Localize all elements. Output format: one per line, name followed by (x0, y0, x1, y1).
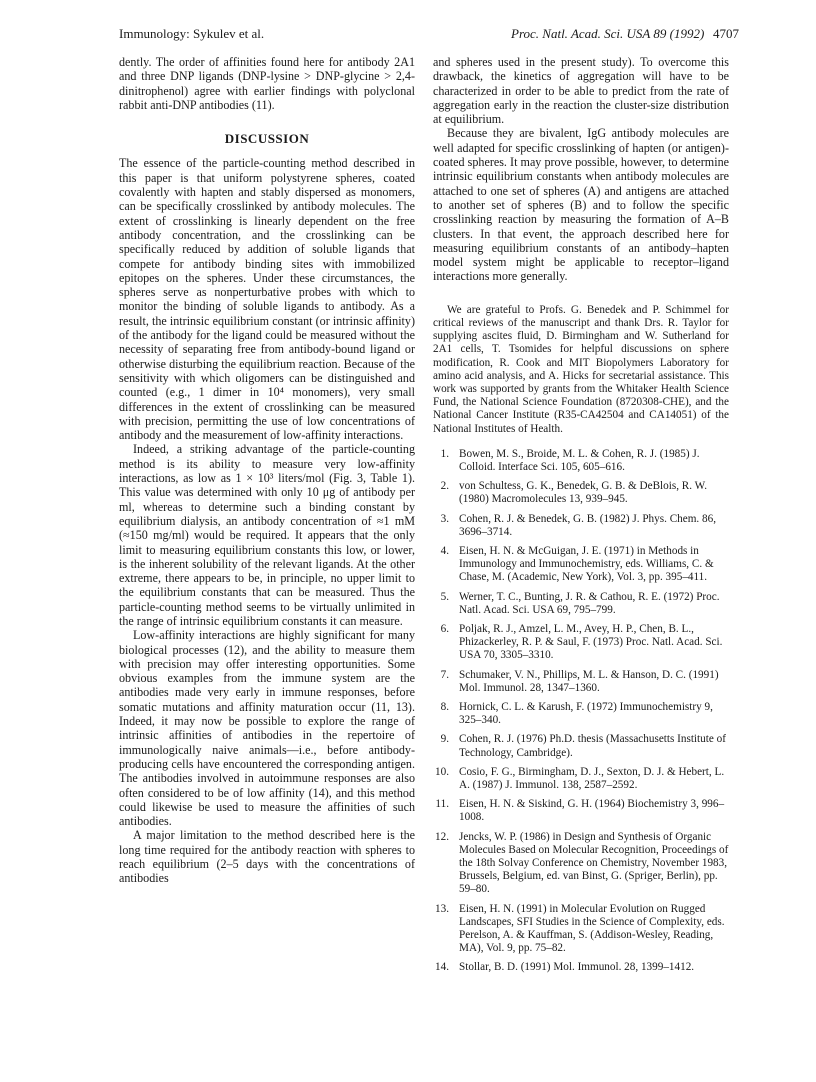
continued-paragraph: dently. The order of affinities found here for antibody 2A1 and three DNP ligands (DNP-lysine > DNP-glycine > 2,4-dinitrophenol) agree with earlier findings with polyclonal rabbit anti-DNP antibodies (11). (119, 55, 415, 112)
reference-item: 6. Poljak, R. J., Amzel, L. M., Avey, H. P., Chen, B. L., Phizackerley, R. P. & Saul, F. (1973) Proc. Natl. Acad. Sci. USA 70, 3305–3310. (440, 623, 723, 662)
discussion-paragraph-4: A major limitation to the method described here is the long time required for the antibody reaction with spheres to reach equilibrium (2–5 days with the concentrations of antibodies (119, 828, 415, 886)
reference-item: 10. Cosio, F. G., Birmingham, D. J., Sexton, D. J. & Hebert, L. A. (1987) J. Immunol. 138, 2587–2592. (435, 765, 725, 792)
reference-item: 13. Eisen, H. N. (1991) in Molecular Evolution on Rugged Landscapes, SFI Studies in the Science of Complexity, eds. Perelson, A. & Kauffman, S. (Addison-Wesley, Reading, MA), Vol. 9, pp. 75–82. (435, 902, 725, 955)
reference-item: 8. Hornick, C. L. & Karush, F. (1972) Immunochemistry 9, 325–340. (440, 701, 713, 727)
reference-item: 4. Eisen, H. N. & McGuigan, J. E. (1971) in Methods in Immunology and Immunochemistry, eds. Williams, C. & Chase, M. (Academic, New York), Vol. 3, pp. 395–411. (440, 545, 714, 584)
reference-item: 14. Stollar, B. D. (1991) Mol. Immunol. 28, 1399–1412. (435, 961, 695, 974)
discussion-paragraph-5: Because they are bivalent, IgG antibody molecules are well adapted for specific crosslinking of hapten (or antigen)-coated spheres. It may prove possible, however, to determine intrinsic equilibrium constants when antibody molecules are attached to one set of spheres (A) and antigens are attached to another set of spheres (B) and to follow the specific crosslinking reaction by measuring the formation of A–B clusters. In that event, the approach described here for measuring equilibrium constants of an antibody–hapten model system might be applicable to receptor–ligand interactions more generally. (433, 126, 729, 284)
reference-item: 5. Werner, T. C., Bunting, J. R. & Cathou, R. E. (1972) Proc. Natl. Acad. Sci. USA 69, 795–799. (440, 590, 720, 616)
running-header (119, 26, 739, 46)
acknowledgment: We are grateful to Profs. G. Benedek and P. Schimmel for critical reviews of the manuscript and thank Drs. R. Taylor for supplying ascites fluid, D. Birmingham and W. Sutherland for 2A1 cells, T. Tsomides for helpful discussions on sphere modification, R. Cook and MIT Biopolymers Laboratory for amino acid analysis, and A. Hicks for secretarial assistance. This work was supported by grants from the Whitaker Health Science Fund, the National Science Foundation (8720308-CHE), and the National Cancer Institute (R35-CA42504 and CA14051) of the National Institutes of Health. (433, 303, 729, 435)
reference-item: 9. Cohen, R. J. (1976) Ph.D. thesis (Massachusetts Institute of Technology, Cambridge). (440, 733, 726, 759)
reference-item: 3. Cohen, R. J. & Benedek, G. B. (1982) J. Phys. Chem. 86, 3696–3714. (440, 512, 716, 538)
header-authors: Immunology: Sykulev et al. (119, 26, 265, 41)
reference-item: 2. von Schultess, G. K., Benedek, G. B. & DeBlois, R. W. (1980) Macromolecules 13, 939–945. (440, 480, 707, 506)
header-journal: Proc. Natl. Acad. Sci. USA 89 (1992) (511, 26, 705, 41)
discussion-paragraph-1: The essence of the particle-counting method described in this paper is that uniform polystyrene spheres, coated covalently with hapten and stably dispersed as monomers, can be specifically crosslinked by antibody molecules. The extent of crosslinking is linearly dependent on the free antibody concentration, and the crosslinking can be specifically reduced by addition of soluble ligands that compete for antibody binding sites with immobilized epitopes on the spheres. Under these circumstances, the spheres serve as nonperturbative probes with which to monitor the binding of soluble ligands to antibody. As a result, the intrinsic equilibrium constant (or intrinsic affinity) of the antibody for the ligand could be measured without the necessity of separating free from antibody-bound ligand or otherwise disturbing the equilibrium reaction. Because of the sensitivity with which oligomers can be distinguished and counted (e.g., 1 dimer in 10⁴ monomers), very small differences in the extent of crosslinking can be measured with precision, permitting the use of low concentrations of antibody and the measurement of low-affinity interactions. (119, 156, 415, 443)
reference-item: 7. Schumaker, V. N., Phillips, M. L. & Hanson, D. C. (1991) Mol. Immunol. 28, 1347–1360. (440, 668, 719, 694)
page-number: 4707 (713, 26, 739, 41)
reference-item: 11. Eisen, H. N. & Siskind, G. H. (1964) Biochemistry 3, 996–1008. (435, 798, 725, 824)
section-heading-discussion: DISCUSSION (224, 131, 310, 147)
reference-item: 1. Bowen, M. S., Broide, M. L. & Cohen, R. J. (1985) J. Colloid. Interface Sci. 105, 605–616. (440, 447, 700, 473)
right-column (433, 55, 729, 981)
reference-list (433, 448, 729, 975)
discussion-paragraph-3: Low-affinity interactions are highly significant for many biological processes (12), and the ability to measure them with precision may offer interesting opportunities. Some obvious examples from the immune system are the antibodies made very early in immune responses, before somatic mutations and affinity maturation occur (11, 13). Indeed, it may now be possible to explore the range of intrinsic affinities of antibodies in the repertoire of immunologically naive animals—i.e., before antibody-producing cells have encountered the corresponding antigen. The antibodies involved in autoimmune responses are also often considered to be of low affinity (14), and this method could likewise be used to measure the affinities of such antibodies. (119, 628, 415, 829)
left-column (119, 55, 415, 886)
reference-item: 12. Jencks, W. P. (1986) in Design and Synthesis of Organic Molecules Based on Molecular Recognition, Proceedings of the 18th Solvay Conference on Chemistry, November 1983, Brussels, Belgium, ed. van Binst, G. (Spriger, Berlin), pp. 59–80. (435, 830, 729, 896)
continued-paragraph: and spheres used in the present study). To overcome this drawback, the kinetics of aggregation will have to be characterized in order to be able to predict from the rate of aggregation early in the reaction the cluster-size distribution at equilibrium. (433, 55, 729, 127)
discussion-paragraph-2: Indeed, a striking advantage of the particle-counting method is its ability to measure very low-affinity interactions, as low as 1 × 10³ liters/mol (Fig. 3, Table 1). This value was determined with only 10 μg of antibody per ml, whereas to determine such a binding constant by equilibrium dialysis, an antibody concentration of ≈1 mM (≈150 mg/ml) would be required. It appears that the only limit to measuring equilibrium constants this low, or lower, is the inherent solubility of the relevant ligands. At the other extreme, there appears to be, in principle, no upper limit to the equilibrium constants that can be measured. Thus the particle-counting method seems to be virtually unlimited in the range of intrinsic equilibrium constants it can measure. (119, 442, 415, 628)
